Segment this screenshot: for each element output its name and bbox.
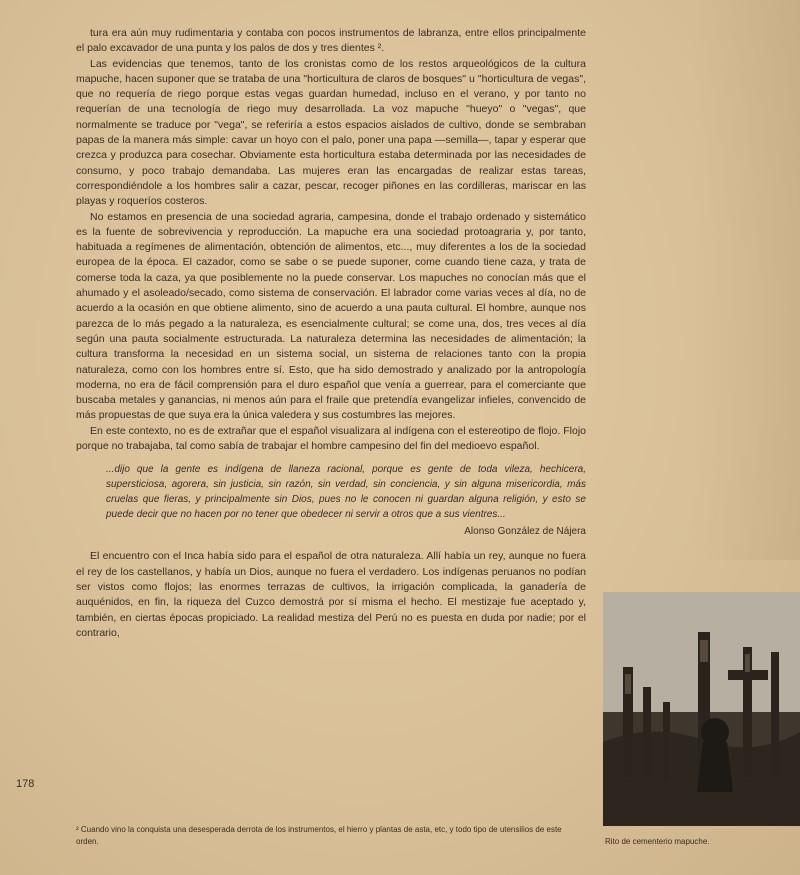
quote-text: ...dijo que la gente es indígena de llaneza racional, porque es gente de toda vileza, hechicera, supersticiosa, agorera, sin justicia, sin razón, sin verdad, sin conciencia, y sin alguna misericordia, más cruelas que fieras, y principalmente sin Dios, pues no le conocen ni guardan alguna religión, y esto se puede decir que no hacen por no tener que obedecer ni servir a otros que a sus vientres... (106, 464, 586, 521)
photo-caption: Rito de cementerio mapuche. (605, 837, 710, 846)
page-number: 178 (16, 778, 35, 790)
footnote: ² Cuando vino la conquista una desesperada derrota de los instrumentos, el hierro y plantas de asta, etc, y todo tipo de utensilios de este orden. (76, 825, 562, 846)
paragraph: No estamos en presencia de una sociedad agraria, campesina, donde el trabajo ordenado y sistemático es la fuente de sobrevivencia y reproducción. La mapuche era una sociedad protoagraria y, por tanto, habituada a regímenes de alimentación, obtención de alimentos, etc..., muy diferentes a los de la sociedad europea de la época. El cazador, como se sabe o se puede suponer, come cuando tiene caza, y trata de comerse toda la caza, ya que posiblemente no la puede conservar. Los mapuches no conocían más que el ahumado y el asoleado/secado, como sistema de conservación. El labrador come varias veces al día, no de acuerdo a la ocasión en que obtiene alimento, sino de acuerdo a una pauta cultural. El hombre, aunque nos parezca de lo más pegado a la naturaleza, es esencialmente cultural; se come una, dos, tres veces al día según una pauta socialmente estructurada. La naturaleza determina las necesidades de alimentación; la cultura transforma la necesidad en un sistema social, un sistema de relaciones tanto con la propia naturaleza, como con los hombres entre sí. Esto, que ha sido demostrado y analizado por la antropología moderna, no era de fácil comprensión para el duro español que venía a guerrear, para el comerciante que buscaba metales y ganancias, ni menos aún para el fraile que pretendía evangelizar infieles, convencido de más propuestas de que suya era la única valedera y sus costumbres las mejores. (76, 210, 586, 422)
paragraph: Las evidencias que tenemos, tanto de los cronistas como de los restos arqueológicos de la cultura mapuche, hacen suponer que se trataba de una "horticultura de claros de bosques" u "horticultura de vegas", que no requería de riego porque estas vegas guardan humedad, incluso en el verano, y por tanto no requerían de una tecnología de riego muy desarrollada. La voz mapuche "hueyo" o "vegas", que normalmente se traduce por "vega", se referiría a estos espacios aislados de cultivo, donde se sembraban papas de la manera más simple: cavar un hoyo con el palo, poner una papa —semilla—, tapar y esperar que crezca y produzca para cosechar. Obviamente esta horticultura estaba determinada por las necesidades de consumo, y poco trabajo demandaba. Las mujeres eran las encargadas de realizar estas tareas, correspondiéndole a los hombres salir a cazar, pescar, recoger piñones en las cordilleras, mariscar en las playas y roqueríos costeros. (76, 57, 586, 208)
page-shadow (690, 0, 800, 560)
cemetery-photo-illustration (603, 592, 800, 826)
paragraph: El encuentro con el Inca había sido para el español de otra naturaleza. Allí había un rey, aunque no fuera el rey de los castellanos, y había un Dios, aunque no fuera el verdadero. Los indígenas peruanos no podían ser vistos como flojos; las enormes terrazas de cultivos, la irrigación complicada, la ganadería de auquénidos, en fin, la riqueza del Cuzco demostrá por sí misma el hecho. El mestizaje fue aceptado y, también, en ciertas épocas propiciado. La realidad mestiza del Perú no es puesta en duda por nadie; por el contrario, (76, 550, 586, 639)
block-quote (106, 462, 586, 539)
paragraph: En este contexto, no es de extrañar que el español visualizara al indígena con el estereotipo de flojo. Flojo porque no trabajaba, tal como sabía de trabajar el hombre campesino del fin del medioevo español. (76, 424, 586, 453)
paragraph: tura era aún muy rudimentaria y contaba con pocos instrumentos de labranza, entre ellos principalmente el palo excavador de una punta y los palos de dos y tres dientes ². (76, 27, 586, 55)
main-text-column (76, 26, 586, 641)
cemetery-photo (603, 592, 800, 826)
quote-author: Alonso González de Nájera (464, 526, 586, 538)
